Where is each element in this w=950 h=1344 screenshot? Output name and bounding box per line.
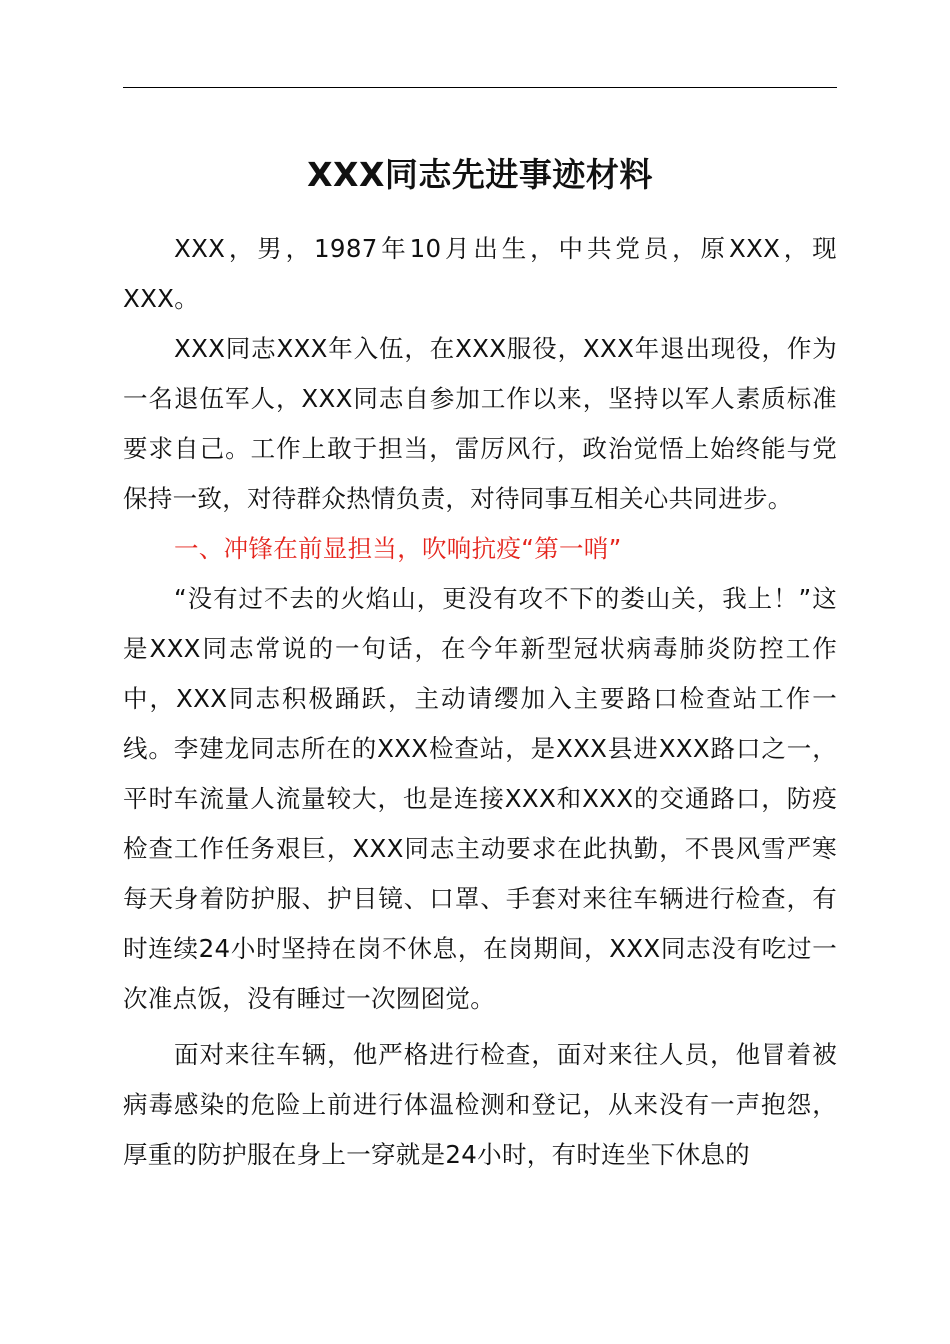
section-heading: 一、冲锋在前显担当，吹响抗疫“第一哨” [174, 534, 622, 563]
body-paragraph: “没有过不去的火焰山，更没有攻不下的娄山关，我上！”这是XXX同志常说的一句话，在今年新型冠状病毒肺炎防控工作中，XXX同志积极踊跃，主动请缨加入主要路口检查站工作一线。李建龙同志所在的XXX检查站，是XXX县进XXX路口之一，平时车流量人流量较大，也是连接XXX和XXX的交通路口，防疫检查工作任务艰巨，XXX同志主动要求在此执勤，不畏风雪严寒每天身着防护服、护目镜、口罩、手套对来往车辆进行检查，有时连续24小时坚持在岗不休息，在岗期间，XXX同志没有吃过一次准点饭，没有睡过一次囫囵觉。 [123, 584, 837, 1013]
body-paragraph: 面对来往车辆，他严格进行检查，面对来往人员，他冒着被病毒感染的危险上前进行体温检测和登记，从来没有一声抱怨，厚重的防护服在身上一穿就是24小时，有时连坐下休息的 [123, 1040, 837, 1169]
intro-paragraph: XXX，男，1987年10月出生，中共党员，原XXX，现XXX。 [123, 234, 837, 313]
document-body [123, 224, 837, 1180]
background-paragraph: XXX同志XXX年入伍，在XXX服役，XXX年退出现役，作为一名退伍军人，XXX同志自参加工作以来，坚持以军人素质标准要求自己。工作上敢于担当，雷厉风行，政治觉悟上始终能与党保持一致，对待群众热情负责，对待同事互相关心共同进步。 [123, 334, 837, 513]
document-title: XXX同志先进事迹材料 [307, 155, 653, 194]
header-rule [123, 87, 837, 88]
